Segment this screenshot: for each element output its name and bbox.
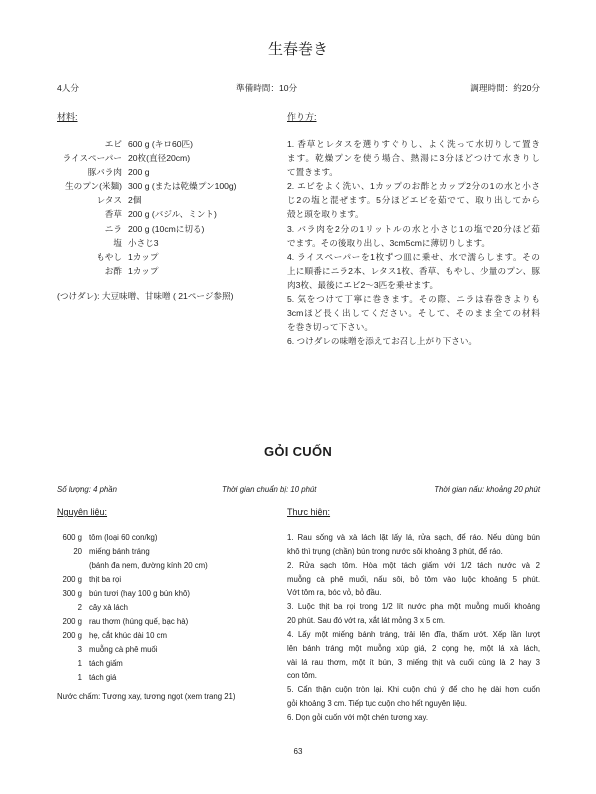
ingredient-row: [50, 137, 237, 151]
ingredient-name: 生のプン(米麺): [65, 181, 122, 192]
method-line: 殻と頭を取ります。: [287, 209, 364, 220]
ingredient-name: tách giá: [89, 673, 117, 682]
ingredient-name: tách giấm: [89, 659, 123, 668]
ingredients-heading: Nguyên liệu:: [57, 507, 108, 517]
ingredient-row: [57, 559, 208, 573]
ingredient-row: [57, 615, 208, 629]
method-heading: 作り方:: [287, 112, 317, 122]
method-line: 6. Dọn gỏi cuốn với một chén tương xay.: [287, 712, 428, 722]
ingredient-quantity: 200 g: [62, 575, 82, 584]
ingredient-name: hẹ, cắt khúc dài 10 cm: [89, 631, 168, 640]
ingredient-name: miếng bánh tráng: [89, 547, 150, 556]
ingredient-quantity: 20: [73, 547, 82, 556]
servings-text: Số lượng: 4 phần: [57, 485, 117, 494]
ingredient-name: お酢: [104, 265, 122, 276]
dipping-sauce-note: (つけダレ): 大豆味噌、甘味噌 ( 21ページ参照): [57, 291, 234, 301]
dipping-sauce-note: Nước chấm: Tương xay, tương ngọt (xem trang 21): [57, 692, 236, 701]
ingredient-row: [57, 587, 208, 601]
ingredient-name: rau thơm (húng quế, bạc hà): [89, 617, 189, 626]
method-steps: [287, 531, 540, 725]
ingredient-row: [57, 601, 208, 615]
method-line: gỏi khoảng 3 cm. Tiếp tục cuộn cho hết nguyên liệu.: [287, 699, 467, 709]
method-line: 3. Luộc thịt ba rọi trong 1/2 lít nước pha một muỗng muối khoảng: [287, 602, 540, 612]
ingredient-row: [57, 531, 208, 545]
ingredient-amount: 2個: [128, 195, 142, 206]
ingredient-name: 香草: [104, 209, 122, 220]
vietnamese-recipe-title: GỎI CUỐN: [263, 444, 333, 459]
ingredient-quantity: 200 g: [62, 617, 82, 626]
method-line: khô thì trụng (chần) bún trong nước sôi khoảng 3 phút, để ráo.: [287, 546, 503, 556]
ingredient-quantity: 1: [77, 659, 82, 668]
ingredient-row: [50, 264, 237, 278]
ingredient-row: [57, 671, 208, 685]
method-line: con tôm.: [287, 671, 317, 681]
ingredient-name: 塩: [113, 237, 122, 248]
method-line: じ2の塩と混ぜます。5分ほどエビを茹でて、取り出してから: [287, 195, 540, 206]
cook-time-text: 調理時間：約20分: [470, 83, 540, 93]
ingredients-list: [57, 531, 208, 685]
ingredient-name: エビ: [104, 139, 122, 149]
servings-text: 4人分: [57, 83, 79, 93]
method-line: 4. Lấy một miếng bánh tráng, trải lên đĩa, thấm ướt. Xếp lần lượt: [287, 629, 540, 639]
method-line: 2. Rửa sạch tôm. Hòa một tách giấm với 1/2 tách nước và 2: [287, 560, 540, 570]
ingredient-name: 豚バラ肉: [87, 167, 122, 178]
ingredient-name: cây xà lách: [89, 603, 129, 612]
ingredient-quantity: 3: [77, 645, 82, 654]
ingredient-row: [50, 236, 237, 250]
ingredient-row: [50, 179, 237, 193]
method-line: 5. Cẩn thận cuộn tròn lại. Khi cuộn chú ý để cho hẹ dài hơn cuốn: [287, 685, 540, 695]
ingredient-name: tôm (loại 60 con/kg): [89, 533, 158, 542]
ingredient-quantity: 600 g: [62, 533, 82, 542]
method-line: 1. 香草とレタスを選りすぐりし、よく洗って水切りして置き: [287, 139, 540, 149]
method-line: 上に順番にニラ2本、レタス1枚、香草、もやし、少量のプン、豚: [287, 265, 540, 276]
ingredient-row: [57, 545, 208, 559]
ingredient-amount: 200 g: [128, 167, 150, 178]
ingredient-name: thịt ba rọi: [89, 575, 122, 584]
ingredient-name: ライスペーパー: [62, 153, 122, 164]
method-line: 20 phút. Sau đó vớt ra, xắt lát mỏng 3 x 5 cm.: [287, 616, 446, 626]
ingredient-amount: 200 g (バジル、ミント): [128, 209, 217, 220]
method-line: でます。その後取り出し、3cm5cmに薄切りします。: [287, 237, 490, 248]
ingredient-quantity: 300 g: [62, 589, 82, 598]
ingredient-row: [57, 629, 208, 643]
ingredient-row: [57, 657, 208, 671]
ingredient-row: [50, 250, 237, 264]
ingredient-quantity: 2: [77, 603, 82, 612]
method-line: を巻き切って下さい。: [287, 322, 373, 333]
ingredient-quantity: 1: [77, 673, 82, 682]
ingredient-amount: 1カップ: [128, 265, 159, 276]
ingredient-amount: 200 g (10cmに切る): [128, 223, 205, 234]
ingredients-heading: 材料:: [57, 112, 78, 122]
ingredient-name: レタス: [96, 195, 122, 206]
method-line: muỗng cà phê muối, nấu sôi, bỏ tôm vào luộc khoảng 5 phút.: [287, 574, 540, 584]
japanese-recipe-title: 生春巻き: [267, 41, 328, 58]
ingredient-amount: 1カップ: [128, 251, 159, 262]
cook-time-text: Thời gian nấu: khoảng 20 phút: [434, 485, 540, 494]
ingredient-name: bún tươi (hay 100 g bún khô): [89, 589, 190, 598]
method-line: 3. バラ肉を2分の1リットルの水と小さじ1の塩で20分ほど茹: [287, 223, 540, 234]
method-steps: [287, 137, 540, 348]
method-line: 4. ライスペーパーを1枚ずつ皿に乗せ、水で濡らします。その: [287, 251, 540, 262]
prep-time-text: Thời gian chuẩn bị: 10 phút: [222, 485, 317, 494]
method-heading: Thực hiện:: [287, 507, 331, 517]
ingredient-quantity: [57, 559, 82, 573]
method-line: 1. Rau sống và xà lách lặt lấy lá, rửa sạch, để ráo. Nếu dùng bún: [287, 533, 540, 542]
method-line: 3cmほど長く出してください。そして、そのまま全ての材料: [287, 308, 540, 319]
method-line: lên bánh tráng một muỗng xúp giá, 2 cọng hẹ, một lá xà lách,: [287, 643, 540, 653]
method-line: て置きます。: [287, 167, 338, 178]
ingredient-row: [57, 643, 208, 657]
ingredient-quantity: 200 g: [62, 631, 82, 640]
method-line: Vớt tôm ra, bóc vỏ, bỏ đầu.: [287, 588, 382, 598]
method-line: 2. エビをよく洗い、1カップのお酢とカップ2分の1の水と小さ: [287, 181, 540, 192]
ingredient-row: [50, 165, 237, 179]
method-line: 肉3枚、最後にエビ2～3匹を乗せます。: [287, 279, 439, 290]
prep-time-text: 準備時間：10分: [236, 83, 298, 93]
method-line: 6. つけダレの味噌を添えてお召し上がり下さい。: [287, 336, 478, 347]
ingredient-name: ニラ: [104, 223, 122, 234]
ingredient-row: [50, 151, 237, 165]
ingredient-amount: 300 g (または乾燥プン100g): [128, 181, 237, 192]
method-line: 5. 気をつけて丁寧に巻きます。その際、ニラは春巻きよりも: [287, 294, 540, 305]
ingredient-row: [50, 207, 237, 221]
ingredients-list: [50, 137, 237, 278]
ingredient-name: もやし: [96, 251, 122, 262]
ingredient-row: [50, 222, 237, 236]
ingredient-name: (bánh đa nem, đường kính 20 cm): [89, 561, 208, 570]
page-number: 63: [293, 747, 303, 756]
method-line: vài lá rau thơm, một ít bún, 3 miếng thịt và cuối cùng là 2 hay 3: [287, 657, 540, 667]
ingredient-amount: 小さじ3: [128, 237, 159, 248]
ingredient-row: [50, 193, 237, 207]
ingredient-amount: 20枚(直径20cm): [128, 153, 191, 164]
ingredient-row: [57, 573, 208, 587]
ingredient-name: muỗng cà phê muối: [89, 645, 158, 654]
ingredient-amount: 600 g (キロ60匹): [128, 139, 193, 149]
method-line: ます。乾燥プンを使う場合、熱湯に3分ほどつけて水きりし: [287, 153, 540, 164]
